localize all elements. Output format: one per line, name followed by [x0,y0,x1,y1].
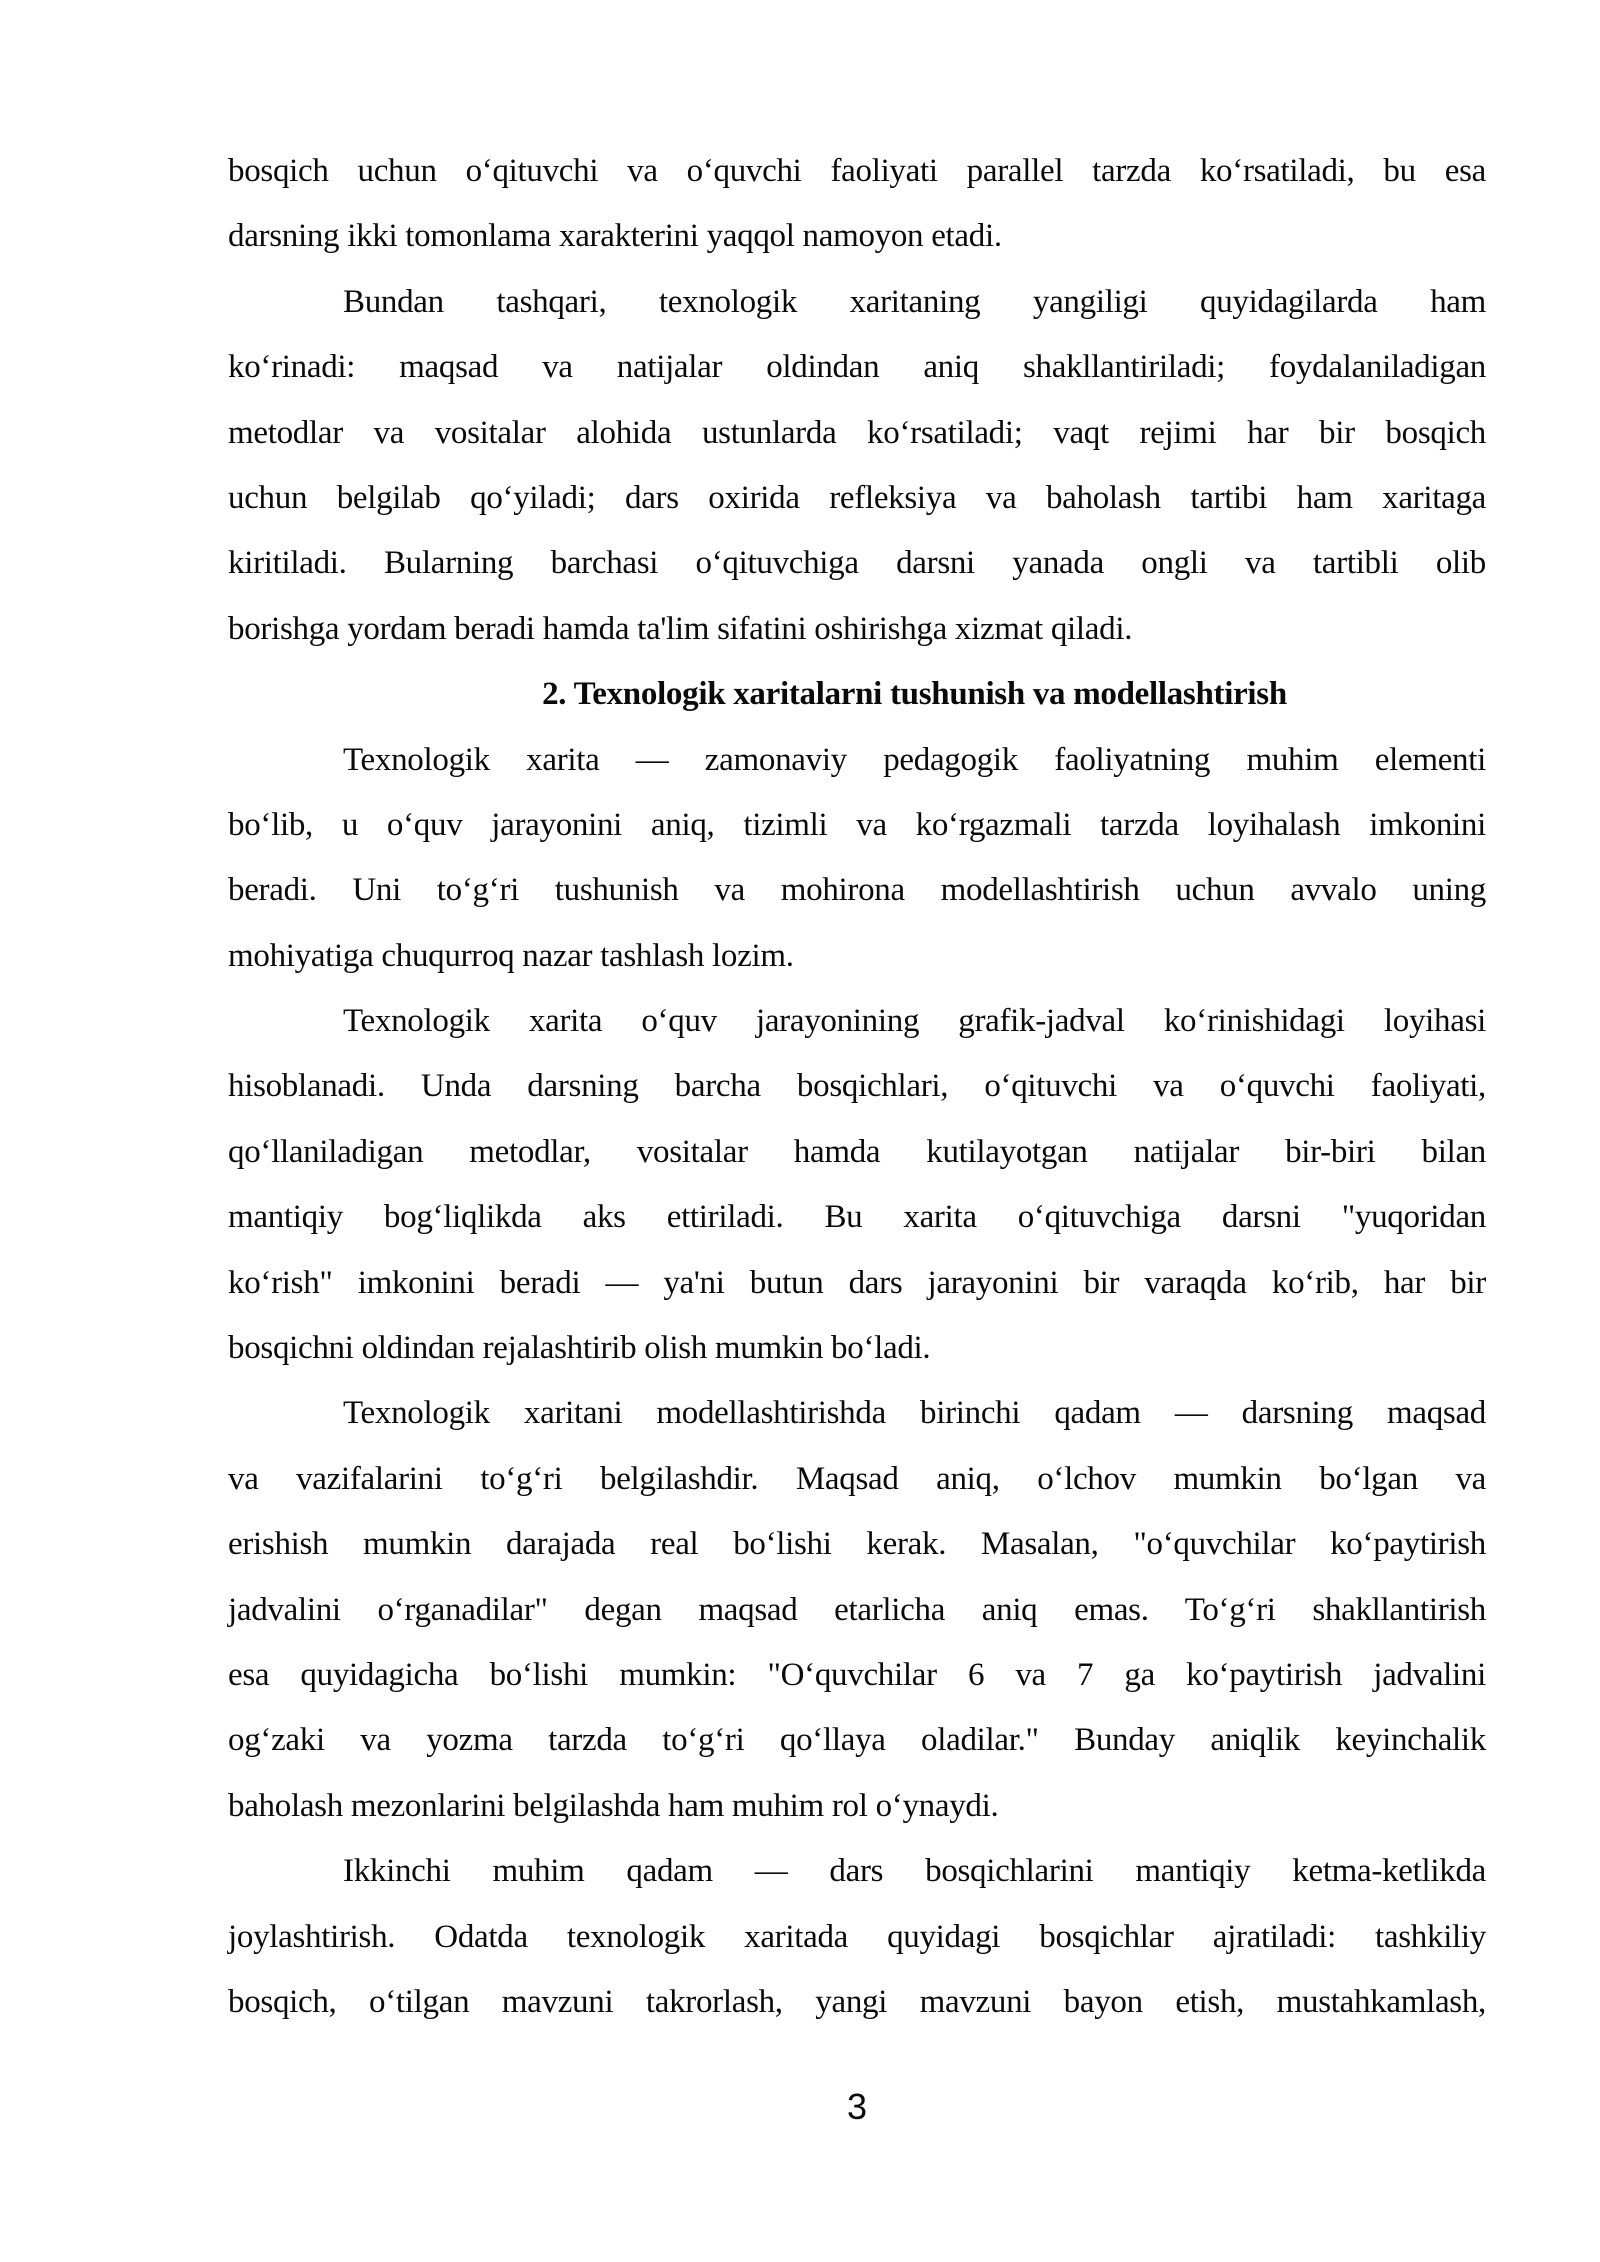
text-line: mohiyatiga chuqurroq nazar tashlash lozim. [228,937,794,974]
text-line: Ikkinchi muhim qadam — dars bosqichlarini mantiqiy ketma-ketlikda [343,1853,1486,1890]
text-line: bo‘lib, u o‘quv jarayonini aniq, tizimli va ko‘rgazmali tarzda loyihalash imkonini [228,806,1486,843]
text-line: va vazifalarini to‘g‘ri belgilashdir. Maqsad aniq, o‘lchov mumkin bo‘lgan va [228,1460,1486,1497]
text-line: qo‘llaniladigan metodlar, vositalar hamda kutilayotgan natijalar bir-biri bilan [228,1133,1486,1170]
text-line: Texnologik xarita — zamonaviy pedagogik faoliyatning muhim elementi [343,741,1486,778]
text-line: bosqich, o‘tilgan mavzuni takrorlash, yangi mavzuni bayon etish, mustahkamlash, [228,1983,1486,2020]
text-line: hisoblanadi. Unda darsning barcha bosqichlari, o‘qituvchi va o‘quvchi faoliyati, [228,1068,1486,1105]
text-line: Texnologik xarita o‘quv jarayonining grafik-jadval ko‘rinishidagi loyihasi [343,1003,1486,1040]
section-heading: 2. Texnologik xaritalarni tushunish va modellashtirish [542,676,1287,713]
text-line: kiritiladi. Bularning barchasi o‘qituvchiga darsni yanada ongli va tartibli olib [228,545,1486,582]
text-line: ko‘rish" imkonini beradi — ya'ni butun dars jarayonini bir varaqda ko‘rib, har bir [228,1264,1486,1301]
text-line: darsning ikki tomonlama xarakterini yaqqol namoyon etadi. [228,218,1002,255]
text-line: jadvalini o‘rganadilar" degan maqsad etarlicha aniq emas. To‘g‘ri shakllantirish [228,1591,1486,1628]
text-line: bosqich uchun o‘qituvchi va o‘quvchi faoliyati parallel tarzda ko‘rsatiladi, bu esa [228,153,1486,189]
text-line: mantiqiy bog‘liqlikda aks ettiriladi. Bu xarita o‘qituvchiga darsni "yuqoridan [228,1199,1486,1236]
text-line: beradi. Uni to‘g‘ri tushunish va mohirona modellashtirish uchun avvalo uning [228,872,1486,909]
text-line: esa quyidagicha bo‘lishi mumkin: "O‘quvchilar 6 va 7 ga ko‘paytirish jadvalini [228,1656,1486,1693]
text-line: joylashtirish. Odatda texnologik xaritada quyidagi bosqichlar ajratiladi: tashkiliy [228,1918,1486,1955]
page-number: 3 [846,2086,868,2127]
text-line: Bundan tashqari, texnologik xaritaning yangiligi quyidagilarda ham [343,283,1486,320]
text-line: ko‘rinadi: maqsad va natijalar oldindan aniq shakllantiriladi; foydalaniladigan [228,349,1486,386]
text-line: metodlar va vositalar alohida ustunlarda ko‘rsatiladi; vaqt rejimi har bir bosqich [228,414,1486,451]
text-line: bosqichni oldindan rejalashtirib olish mumkin bo‘ladi. [228,1330,931,1367]
page-content [228,139,1486,2035]
text-line: erishish mumkin darajada real bo‘lishi kerak. Masalan, "o‘quvchilar ko‘paytirish [228,1526,1486,1563]
text-line: Texnologik xaritani modellashtirishda birinchi qadam — darsning maqsad [343,1395,1486,1432]
text-line: og‘zaki va yozma tarzda to‘g‘ri qo‘llaya oladilar." Bunday aniqlik keyinchalik [228,1722,1486,1759]
text-line: uchun belgilab qo‘yiladi; dars oxirida refleksiya va baholash tartibi ham xaritaga [228,479,1486,516]
text-line: borishga yordam beradi hamda ta'lim sifatini oshirishga xizmat qiladi. [228,610,1133,647]
text-line: baholash mezonlarini belgilashda ham muhim rol o‘ynaydi. [228,1787,999,1824]
